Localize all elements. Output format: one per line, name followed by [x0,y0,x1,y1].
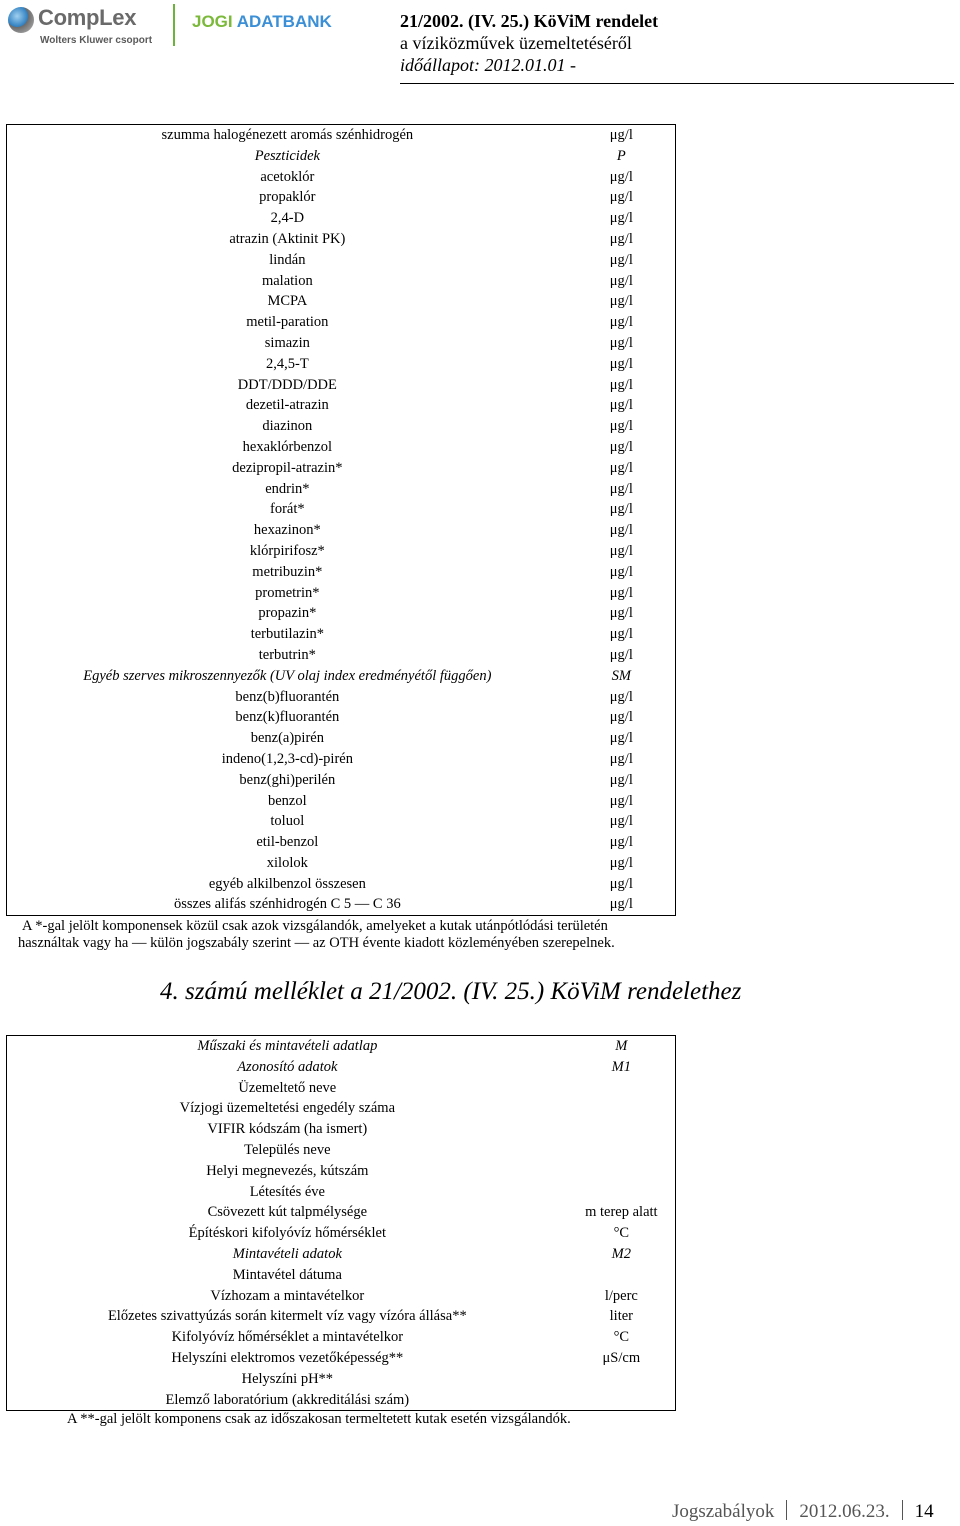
table-row [7,1348,676,1369]
footer-label: Jogszabályok [672,1501,775,1522]
row-label: Építéskori kifolyóvíz hőmérséklet [188,1225,386,1242]
document-version-date: időállapot: 2012.01.01 - [400,55,576,75]
table-row [7,791,676,812]
jogi-adatbank-logo-part1: JOGI [192,12,237,31]
table-row [7,291,676,312]
row-unit: μg/l [609,210,633,227]
row-label: szumma halogénezett aromás szénhidrogén [161,127,414,143]
row-unit: μg/l [609,501,633,518]
table-row [7,749,676,770]
row-label: Helyszíni elektromos vezetőképesség** [171,1349,404,1366]
table-row [7,687,676,708]
table-row [7,832,676,853]
row-label: simazin [264,334,310,351]
row-unit [568,1078,676,1099]
table-row [7,1161,676,1182]
table-row [7,375,676,396]
row-unit: μg/l [609,792,633,809]
table-row [7,1098,676,1119]
table-row [7,146,676,167]
table-row [7,1119,676,1140]
table-row [7,666,676,687]
row-unit: μg/l [609,127,633,143]
double-asterisk-note: A **-gal jelölt komponens csak az időszakosan termeltetett kutak esetén vizsgálandók. [67,1411,571,1427]
row-label: prometrin* [255,584,320,601]
table-row [7,437,676,458]
footer-separator [902,1500,903,1520]
table-row [7,499,676,520]
row-label: propazin* [258,605,317,622]
row-label: terbutilazin* [250,626,324,643]
row-unit: μg/l [609,251,633,268]
row-label: Peszticidek [254,147,320,164]
row-label: 2,4,5-T [265,355,309,372]
row-label: Csövezett kút talpmélysége [207,1204,368,1221]
row-unit: μg/l [609,522,633,539]
row-unit: μg/l [609,875,633,892]
table-row [7,770,676,791]
row-label: diazinon [262,418,313,435]
header-rule [400,83,954,84]
table-row [7,1140,676,1161]
jogi-adatbank-logo-part2: ADATBANK [236,12,332,31]
row-label: etil-benzol [256,834,319,851]
row-unit [568,1390,676,1411]
table-row [7,562,676,583]
row-label: 2,4-D [270,210,305,227]
footer-separator [786,1500,787,1520]
document-title: 21/2002. (IV. 25.) KöViM rendelet [400,11,659,31]
table-row [7,1244,676,1265]
row-unit [568,1098,676,1119]
row-label: összes alifás szénhidrogén C 5 — C 36 [173,896,401,913]
row-label: metribuzin* [252,563,323,580]
row-label: xilolok [266,854,308,871]
row-label: endrin* [265,480,310,497]
table-row [7,1369,676,1390]
table-row [7,894,676,915]
table-row [7,541,676,562]
row-unit: μg/l [609,709,633,726]
row-label: benz(k)fluorantén [235,709,340,726]
table-row [7,187,676,208]
row-unit: μg/l [609,397,633,414]
row-unit: μg/l [609,688,633,705]
row-label: Előzetes szivattyúzás során kitermelt víz vagy vízóra állása** [107,1308,467,1325]
row-label: toluol [270,813,305,830]
row-label: benz(a)pirén [250,730,324,747]
row-unit: μg/l [609,584,633,601]
table-row [7,458,676,479]
row-label: klórpirifosz* [249,542,325,559]
row-label: atrazin (Aktinit PK) [229,230,346,247]
row-unit [568,1265,676,1286]
row-unit: μg/l [609,813,633,830]
row-label: Üzemeltető neve [238,1079,337,1096]
row-label: Vízhozam a mintavételkor [210,1287,365,1304]
row-unit: μS/cm [602,1349,641,1366]
row-unit: μg/l [609,834,633,851]
row-label: Település neve [244,1141,331,1158]
table-row [7,707,676,728]
row-unit: μg/l [609,459,633,476]
table-row [7,333,676,354]
row-unit: μg/l [609,896,633,913]
table-row [7,395,676,416]
jogi-adatbank-logo [192,12,332,32]
row-unit: M2 [611,1245,631,1262]
complex-logo [8,5,168,49]
annex-title: 4. számú melléklet a 21/2002. (IV. 25.) KöViM rendelethez [160,978,742,1005]
row-label: dezipropil-atrazin* [232,459,343,476]
row-label: Azonosító adatok [237,1058,338,1075]
row-label: dezetil-atrazin [245,397,329,414]
row-label: egyéb alkilbenzol összesen [208,875,366,892]
table-row [7,479,676,500]
table-row [7,416,676,437]
row-unit: μg/l [609,168,633,185]
table-row [7,229,676,250]
row-unit: μg/l [609,480,633,497]
row-label: DDT/DDD/DDE [237,376,337,393]
row-unit: μg/l [609,314,633,331]
table-row [7,1286,676,1307]
row-label: Helyszíni pH** [241,1370,334,1387]
table-row [7,583,676,604]
row-label: hexaklórbenzol [242,438,333,455]
row-unit: μg/l [609,272,633,289]
row-unit [568,1119,676,1140]
table-row [7,811,676,832]
row-unit: μg/l [609,293,633,310]
row-unit: liter [609,1308,634,1325]
row-unit: μg/l [609,605,633,622]
row-unit: P [616,147,626,164]
complex-logo-name: CompLex [38,5,137,30]
sampling-datasheet-table-body [7,1036,676,1411]
row-unit: SM [611,667,631,684]
row-label: malation [261,272,313,289]
parameters-table-body [7,125,676,916]
row-unit [568,1182,676,1203]
row-label: Elemző laboratórium (akkreditálási szám) [165,1391,410,1408]
table-row [7,1182,676,1203]
table-row [7,271,676,292]
row-unit: m terep alatt [585,1204,658,1221]
row-label: Egyéb szerves mikroszennyezők (UV olaj index eredményétől függően) [83,667,492,684]
table-row [7,853,676,874]
row-label: propaklór [259,189,316,206]
page-number: 14 [914,1501,934,1522]
row-label: forát* [270,501,305,518]
row-label: Helyi megnevezés, kútszám [206,1162,369,1179]
table-row [7,1057,676,1078]
row-unit: μg/l [609,542,633,559]
table-row [7,603,676,624]
table-row [7,125,676,146]
row-label: acetoklór [260,168,315,185]
row-unit: μg/l [609,563,633,580]
row-label: Kifolyóvíz hőmérséklet a mintavételkor [171,1329,404,1346]
row-unit: μg/l [609,854,633,871]
table-row [7,624,676,645]
row-unit: μg/l [609,334,633,351]
row-unit: μg/l [609,189,633,206]
table-row [7,1223,676,1244]
row-unit [568,1161,676,1182]
row-unit: μg/l [609,771,633,788]
row-label: benzol [268,792,307,809]
row-label: indeno(1,2,3-cd)-pirén [221,750,353,767]
row-label: benz(ghi)perilén [239,771,336,788]
row-unit: °C [613,1225,630,1242]
row-label: lindán [269,251,306,268]
table-row [7,167,676,188]
row-label: hexazinon* [253,522,321,539]
row-unit: μg/l [609,646,633,663]
table-row [7,1202,676,1223]
page-footer [672,1500,934,1523]
row-unit: μg/l [609,355,633,372]
row-label: Vízjogi üzemeltetési engedély száma [179,1100,396,1117]
table-row [7,1390,676,1411]
row-unit: μg/l [609,750,633,767]
row-label: terbutrin* [258,646,316,663]
complex-logo-icon [8,7,34,33]
table-row [7,520,676,541]
asterisk-note-line2: használtak vagy ha — külön jogszabály szerint — az OTH évente kiadott közleményében szerepelnek. [18,935,615,951]
footer-date: 2012.06.23. [799,1501,890,1522]
row-unit [568,1140,676,1161]
table-row [7,1327,676,1348]
row-unit: μg/l [609,230,633,247]
row-label: VIFIR kódszám (ha ismert) [207,1121,368,1138]
table-row [7,1036,676,1057]
row-label: MCPA [267,293,308,310]
page-header [0,0,960,84]
row-unit: μg/l [609,376,633,393]
sampling-datasheet-table [6,1035,676,1411]
row-label: metil-paration [246,314,329,331]
row-unit: μg/l [609,418,633,435]
row-unit: M1 [611,1058,631,1075]
parameters-table [6,124,676,916]
row-unit [568,1369,676,1390]
row-unit: l/perc [604,1287,638,1304]
table-row [7,250,676,271]
row-label: Műszaki és mintavételi adatlap [197,1038,378,1054]
logo-divider [173,4,175,46]
table-row [7,645,676,666]
row-unit: μg/l [609,438,633,455]
table-row [7,1306,676,1327]
row-label: Mintavételi adatok [232,1245,342,1262]
table-row [7,874,676,895]
row-label: Mintavétel dátuma [232,1266,342,1283]
row-unit: μg/l [609,626,633,643]
table-row [7,354,676,375]
table-row [7,1078,676,1099]
row-unit: °C [613,1329,630,1346]
complex-logo-subtitle: Wolters Kluwer csoport [40,35,153,46]
asterisk-note-line1: A *-gal jelölt komponensek közül csak azok vizsgálandók, amelyeket a kutak utánpótlódási területén [22,918,608,934]
document-heading [400,10,960,76]
row-unit: M [615,1038,628,1054]
table-row [7,208,676,229]
row-label: benz(b)fluorantén [235,688,340,705]
row-unit: μg/l [609,730,633,747]
row-label: Létesítés éve [249,1183,325,1200]
table-row [7,1265,676,1286]
table-row [7,728,676,749]
document-subtitle: a víziközművek üzemeltetéséről [400,33,632,53]
table-row [7,312,676,333]
